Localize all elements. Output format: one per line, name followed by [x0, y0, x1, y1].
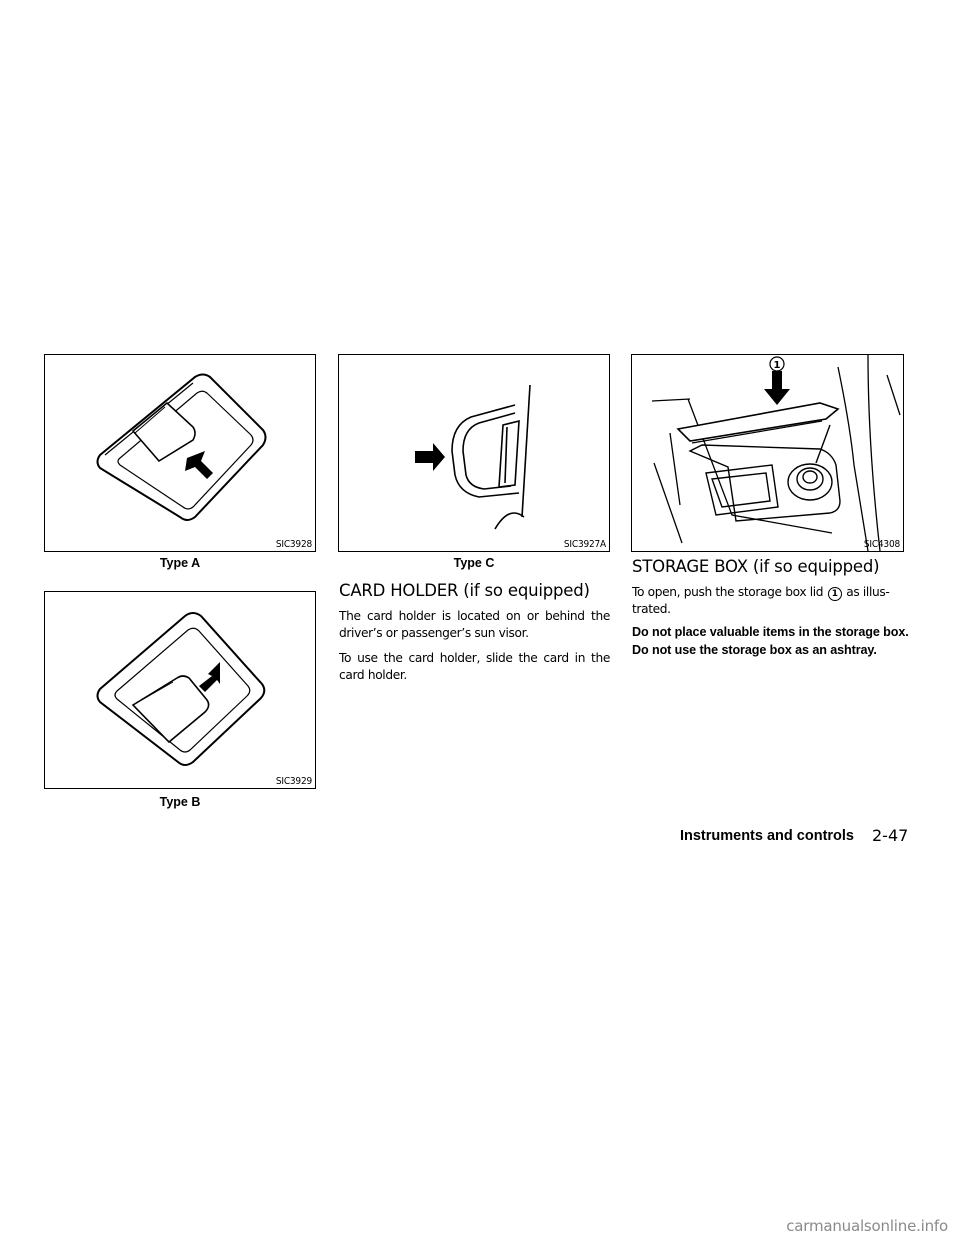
- figure-type-a: [44, 354, 316, 552]
- figure-storage-box: [631, 354, 904, 552]
- figure-code: SIC3927A: [563, 539, 606, 550]
- figure-caption-type-b: Type B: [159, 795, 201, 809]
- figure-callout: 1: [773, 360, 781, 371]
- watermark: carmanualsonline.info: [786, 1217, 948, 1235]
- footer-section-title: Instruments and controls: [679, 828, 854, 844]
- figure-code: SIC3928: [275, 539, 312, 550]
- figure-type-c: [338, 354, 610, 552]
- storage-box-intro-text: To open, push the storage box lid: [632, 585, 824, 599]
- figure-type-b: [44, 591, 316, 789]
- figure-caption-type-c: Type C: [453, 556, 495, 570]
- storage-box-warning-2: Do not use the storage box as an ashtray.: [632, 643, 877, 657]
- figure-caption-type-a: Type A: [159, 556, 201, 570]
- card-holder-paragraph-1: The card holder is located on or behind the driver’s or passenger’s sun visor.: [339, 609, 610, 640]
- figure-code: SIC3929: [275, 776, 312, 787]
- storage-box-heading: STORAGE BOX (if so equipped): [632, 557, 880, 576]
- card-holder-paragraph-2: To use the card holder, slide the card in the card holder.: [339, 651, 610, 682]
- type-b-illustration: [45, 592, 315, 788]
- storage-box-intro: [632, 584, 904, 618]
- storage-box-warning-1: Do not place valuable items in the storage box.: [632, 625, 909, 639]
- footer-page-number: 2-47: [872, 826, 909, 845]
- storage-box-illustration: [632, 355, 903, 551]
- type-a-illustration: [45, 355, 315, 551]
- card-holder-heading: CARD HOLDER (if so equipped): [339, 581, 590, 600]
- figure-code: SIC4308: [863, 539, 900, 550]
- lid-callout: 1: [828, 587, 842, 601]
- type-c-illustration: [339, 355, 609, 551]
- storage-box-intro-text-end: as illus-trated.: [632, 585, 890, 616]
